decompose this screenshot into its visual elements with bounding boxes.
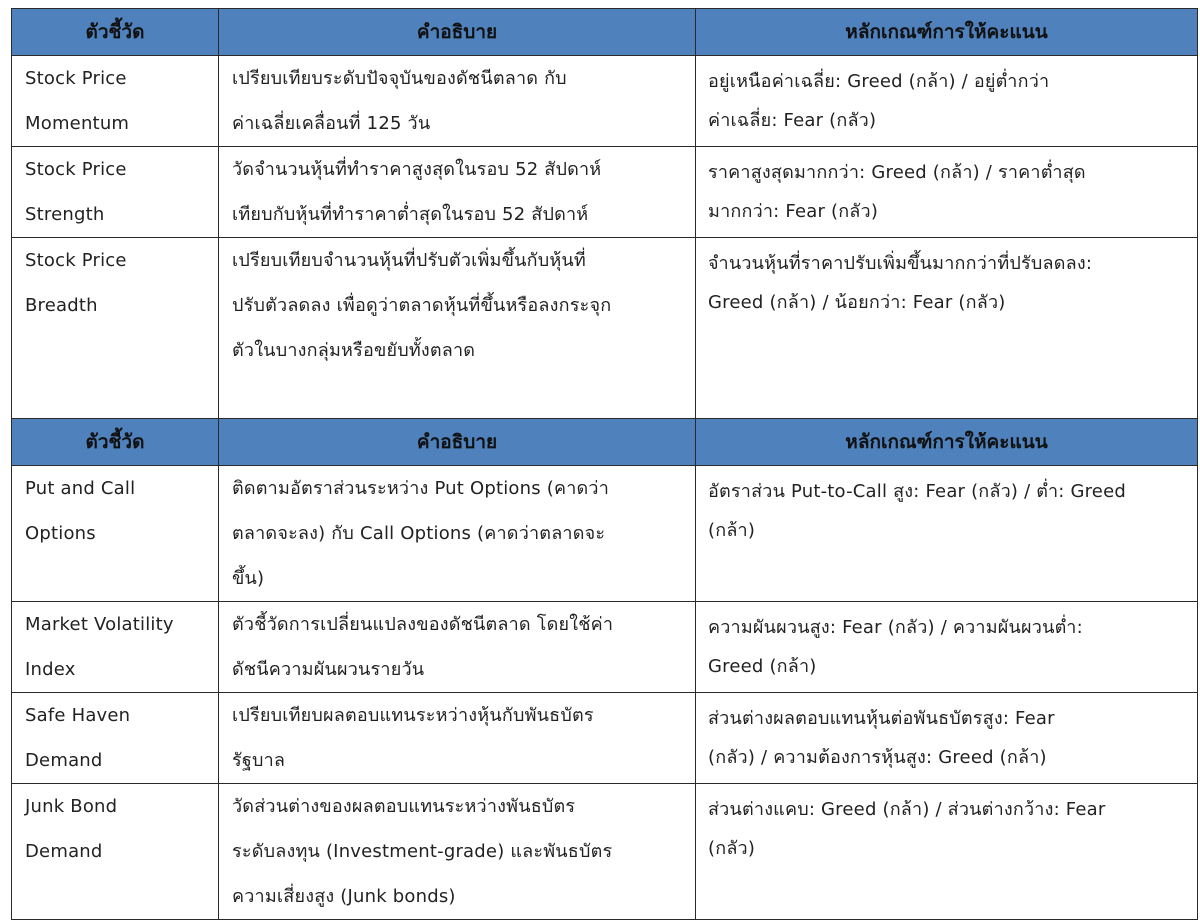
criteria-line: (กลัว) (708, 838, 756, 859)
indicator-name-line: Breadth (25, 295, 98, 316)
indicator-name-line: Stock Price (25, 159, 127, 180)
criteria-line: (กล้า) (708, 520, 756, 541)
table-header-row (12, 9, 1198, 56)
criteria-line: อัตราส่วน Put-to-Call สูง: Fear (กลัว) / ต่ำ: Greed (708, 481, 1126, 502)
indicator-name-line: Momentum (25, 113, 130, 134)
description-line: ดัชนีความผันผวนรายวัน (232, 659, 425, 680)
criteria-line: อยู่เหนือค่าเฉลี่ย: Greed (กล้า) / อยู่ต่ำกว่า (708, 71, 1050, 92)
description-line: ตลาดจะลง) กับ Call Options (คาดว่าตลาดจะ (232, 523, 606, 544)
criteria-line: ส่วนต่างแคบ: Greed (กล้า) / ส่วนต่างกว้าง: Fear (708, 799, 1106, 820)
header-indicator: ตัวชี้วัด (12, 419, 219, 466)
indicator-name-cell (12, 466, 219, 602)
description-line: ขึ้น) (232, 568, 265, 589)
indicator-name-cell (12, 238, 219, 419)
indicator-name-line: Options (25, 523, 96, 544)
criteria-line: มากกว่า: Fear (กลัว) (708, 201, 879, 222)
description-cell (219, 147, 696, 238)
criteria-line: (กลัว) / ความต้องการหุ้นสูง: Greed (กล้า) (708, 747, 1047, 768)
indicator-tables (11, 8, 1197, 920)
indicator-name-line: Demand (25, 841, 103, 862)
criteria-cell (696, 466, 1198, 602)
indicator-name-cell (12, 602, 219, 693)
indicator-name-line: Stock Price (25, 68, 127, 89)
description-cell (219, 56, 696, 147)
header-description: คำอธิบาย (219, 419, 696, 466)
description-cell (219, 693, 696, 784)
header-criteria: หลักเกณฑ์การให้คะแนน (696, 419, 1198, 466)
description-line: วัดส่วนต่างของผลตอบแทนระหว่างพันธบัตร (232, 796, 576, 817)
indicator-name-cell (12, 784, 219, 920)
criteria-line: Greed (กล้า) / น้อยกว่า: Fear (กลัว) (708, 292, 1006, 313)
table-row (12, 784, 1198, 920)
description-line: ตัวชี้วัดการเปลี่ยนแปลงของดัชนีตลาด โดยใช้ค่า (232, 614, 614, 635)
description-cell (219, 602, 696, 693)
criteria-cell (696, 238, 1198, 419)
header-criteria: หลักเกณฑ์การให้คะแนน (696, 9, 1198, 56)
description-line: ความเสี่ยงสูง (Junk bonds) (232, 886, 456, 907)
criteria-cell (696, 784, 1198, 920)
description-line: ตัวในบางกลุ่มหรือขยับทั้งตลาด (232, 340, 476, 361)
criteria-line: ส่วนต่างผลตอบแทนหุ้นต่อพันธบัตรสูง: Fear (708, 708, 1055, 729)
description-line: เปรียบเทียบระดับปัจจุบันของดัชนีตลาด กับ (232, 68, 567, 89)
criteria-line: Greed (กล้า) (708, 656, 817, 677)
criteria-line: ความผันผวนสูง: Fear (กลัว) / ความผันผวนต่ำ: (708, 617, 1083, 638)
table-row (12, 602, 1198, 693)
description-line: วัดจำนวนหุ้นที่ทำราคาสูงสุดในรอบ 52 สัปดาห์ (232, 159, 602, 180)
description-cell (219, 466, 696, 602)
description-cell (219, 238, 696, 419)
indicator-name-line: Junk Bond (25, 796, 118, 817)
indicator-name-line: Market Volatility (25, 614, 174, 635)
indicator-name-cell (12, 147, 219, 238)
criteria-cell (696, 602, 1198, 693)
indicator-name-line: Stock Price (25, 250, 127, 271)
indicator-name-cell (12, 693, 219, 784)
table-row (12, 693, 1198, 784)
indicator-name-line: Demand (25, 750, 103, 771)
indicator-table (11, 8, 1198, 920)
indicator-name-line: Index (25, 659, 76, 680)
criteria-line: จำนวนหุ้นที่ราคาปรับเพิ่มขึ้นมากกว่าที่ปรับลดลง: (708, 253, 1093, 274)
header-indicator: ตัวชี้วัด (12, 9, 219, 56)
description-line: ปรับตัวลดลง เพื่อดูว่าตลาดหุ้นที่ขึ้นหรือลงกระจุก (232, 295, 612, 316)
description-line: ติดตามอัตราส่วนระหว่าง Put Options (คาดว่า (232, 478, 610, 499)
header-description: คำอธิบาย (219, 9, 696, 56)
criteria-line: ราคาสูงสุดมากกว่า: Greed (กล้า) / ราคาต่ำสุด (708, 162, 1086, 183)
description-line: ค่าเฉลี่ยเคลื่อนที่ 125 วัน (232, 113, 431, 134)
table-row (12, 147, 1198, 238)
description-line: ระดับลงทุน (Investment-grade) และพันธบัตร (232, 841, 613, 862)
table-row (12, 56, 1198, 147)
criteria-cell (696, 147, 1198, 238)
criteria-line: ค่าเฉลี่ย: Fear (กลัว) (708, 110, 877, 131)
description-cell (219, 784, 696, 920)
indicator-name-line: Strength (25, 204, 105, 225)
criteria-cell (696, 693, 1198, 784)
table-row (12, 466, 1198, 602)
indicator-name-line: Put and Call (25, 478, 136, 499)
description-line: เปรียบเทียบผลตอบแทนระหว่างหุ้นกับพันธบัตร (232, 705, 594, 726)
table-header-row (12, 419, 1198, 466)
criteria-cell (696, 56, 1198, 147)
description-line: เปรียบเทียบจำนวนหุ้นที่ปรับตัวเพิ่มขึ้นกับหุ้นที่ (232, 250, 586, 271)
indicator-name-line: Safe Haven (25, 705, 131, 726)
table-row (12, 238, 1198, 419)
description-line: รัฐบาล (232, 750, 286, 771)
indicator-name-cell (12, 56, 219, 147)
description-line: เทียบกับหุ้นที่ทำราคาต่ำสุดในรอบ 52 สัปดาห์ (232, 204, 589, 225)
